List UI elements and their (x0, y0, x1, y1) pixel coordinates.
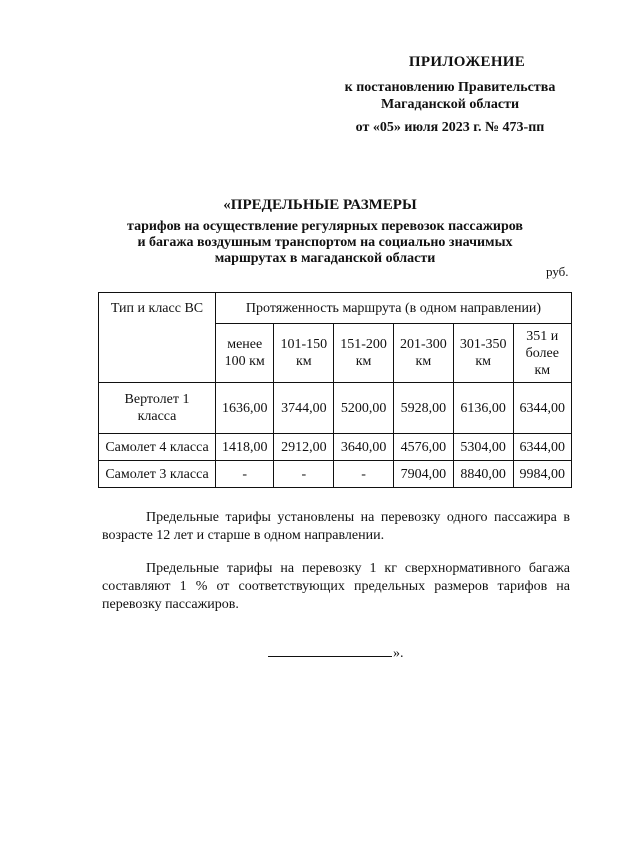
value-cell: - (216, 461, 274, 488)
column-header-under-100: менее 100 км (216, 324, 274, 383)
value-cell: - (274, 461, 334, 488)
value-cell: 5200,00 (334, 383, 394, 434)
document-subtitle (100, 219, 550, 267)
column-header-201-300: 201-300 км (393, 324, 453, 383)
appendix-date-line: от «05» июля 2023 г. № 473-пп (355, 120, 545, 135)
document-title: «ПРЕДЕЛЬНЫЕ РАЗМЕРЫ (223, 197, 417, 213)
value-cell: 9984,00 (513, 461, 571, 488)
value-cell: 6136,00 (453, 383, 513, 434)
column-header-301-350: 301-350 км (453, 324, 513, 383)
subtitle-line-3: маршрутах в магаданской области (214, 251, 436, 266)
column-header-351-plus: 351 и более км (513, 324, 571, 383)
row-type-cell: Самолет 3 класса (99, 461, 216, 488)
currency-unit: руб. (546, 264, 569, 279)
appendix-header (300, 54, 600, 136)
row-type-cell: Вертолет 1 класса (99, 383, 216, 434)
closing-quote: ». (393, 646, 404, 661)
value-cell: 5928,00 (393, 383, 453, 434)
row-type-cell: Самолет 4 класса (99, 434, 216, 461)
value-cell: 8840,00 (453, 461, 513, 488)
table-row (99, 383, 572, 434)
paragraph-passenger-age: Предельные тарифы установлены на перевозку одного пассажира в возрасте 12 лет и старше в одном направлении. (102, 510, 570, 543)
closing-mark (268, 646, 404, 662)
type-header-cell: Тип и класс ВС (99, 293, 216, 383)
length-header-cell: Протяженность маршрута (в одном направлении) (216, 293, 572, 324)
value-cell: 6344,00 (513, 383, 571, 434)
appendix-region-line: Магаданской области (380, 97, 520, 112)
value-cell: 1418,00 (216, 434, 274, 461)
appendix-title: ПРИЛОЖЕНИЕ (408, 54, 526, 70)
subtitle-line-1: тарифов на осуществление регулярных перевозок пассажиров (127, 219, 523, 234)
value-cell: - (334, 461, 394, 488)
value-cell: 3640,00 (334, 434, 394, 461)
value-cell: 5304,00 (453, 434, 513, 461)
value-cell: 2912,00 (274, 434, 334, 461)
table-row (99, 461, 572, 488)
appendix-resolution-line: к постановлению Правительства (344, 80, 556, 95)
value-cell: 4576,00 (393, 434, 453, 461)
tariff-table (98, 292, 572, 488)
value-cell: 6344,00 (513, 434, 571, 461)
closing-underline (268, 656, 392, 657)
subtitle-line-2: и багажа воздушным транспортом на социально значимых (137, 235, 513, 250)
column-header-151-200: 151-200 км (334, 324, 394, 383)
paragraph-baggage-tariff: Предельные тарифы на перевозку 1 кг сверхнормативного багажа составляют 1 % от соответствующих предельных размеров тарифов на перевозку пассажиров. (102, 561, 570, 612)
table-row (99, 434, 572, 461)
column-header-101-150: 101-150 км (274, 324, 334, 383)
value-cell: 1636,00 (216, 383, 274, 434)
value-cell: 3744,00 (274, 383, 334, 434)
value-cell: 7904,00 (393, 461, 453, 488)
